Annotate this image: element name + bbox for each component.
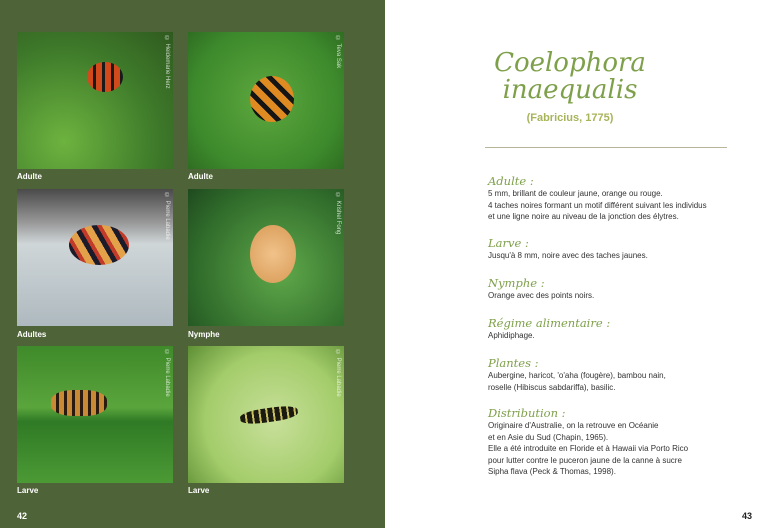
divider bbox=[485, 147, 727, 148]
section-adulte: Adulte : 5 mm, brillant de couleur jaune, orange ou rouge. 4 taches noires formant un motif différent suivant les individus et une ligne noire au niveau de la jonction des élytres. bbox=[488, 174, 748, 223]
photo-adult-2 bbox=[188, 32, 344, 169]
ladybird-image bbox=[250, 76, 294, 122]
nymph-image bbox=[250, 225, 296, 283]
section-plantes: Plantes : Aubergine, haricot, 'o'aha (fougère), bambou nain, roselle (Hibiscus sabdariffa), basilic. bbox=[488, 356, 748, 393]
larva-image bbox=[239, 404, 298, 426]
photo-credit: © Teva Sak bbox=[335, 36, 341, 69]
section-regime: Régime alimentaire : Aphidiphage. bbox=[488, 316, 748, 342]
section-nymphe: Nymphe : Orange avec des points noirs. bbox=[488, 276, 748, 302]
photo-larva-2 bbox=[188, 346, 344, 483]
photo-caption: Adulte bbox=[17, 172, 42, 181]
species-title: Coelophora inaequalis bbox=[494, 48, 646, 105]
photo-credit: © Pierre Labadie bbox=[164, 193, 170, 240]
photo-caption: Larve bbox=[188, 486, 210, 495]
photo-nymph bbox=[188, 189, 344, 326]
photo-credit: © Krishel Fong bbox=[335, 193, 341, 235]
photo-credit: © Heidemarie Herz bbox=[164, 36, 170, 89]
section-heading: Nymphe : bbox=[488, 276, 545, 290]
photo-caption: Nymphe bbox=[188, 330, 220, 339]
section-heading: Plantes : bbox=[488, 356, 539, 370]
photo-credit: © Pierre Labadie bbox=[335, 350, 341, 397]
right-page bbox=[385, 0, 758, 528]
photo-caption: Larve bbox=[17, 486, 39, 495]
ladybird-image bbox=[87, 62, 123, 92]
section-larve: Larve : Jusqu'à 8 mm, noire avec des taches jaunes. bbox=[488, 236, 748, 262]
section-distribution: Distribution : Originaire d'Australie, on la retrouve en Océanie et en Asie du Sud (Chapin, 1965). Elle a été introduite en Floride et à Hawaii via Porto Rico pour lutter contre le puceron jaune de la canne à sucre Sipha flava (Peck & Thomas, 1998). bbox=[488, 406, 748, 478]
ladybird-image bbox=[69, 225, 129, 265]
larva-image bbox=[51, 390, 107, 416]
section-heading: Larve : bbox=[488, 236, 529, 250]
photo-larva-1 bbox=[17, 346, 173, 483]
photo-credit: © Pierre Labadie bbox=[164, 350, 170, 397]
section-heading: Régime alimentaire : bbox=[488, 316, 611, 330]
photo-adults bbox=[17, 189, 173, 326]
species-author: (Fabricius, 1775) bbox=[526, 112, 614, 124]
page-number-right: 43 bbox=[742, 511, 753, 521]
section-heading: Adulte : bbox=[488, 174, 534, 188]
section-heading: Distribution : bbox=[488, 406, 566, 420]
page-number-left: 42 bbox=[17, 511, 28, 521]
photo-adult-1 bbox=[17, 32, 173, 169]
photo-caption: Adultes bbox=[17, 330, 47, 339]
photo-caption: Adulte bbox=[188, 172, 213, 181]
